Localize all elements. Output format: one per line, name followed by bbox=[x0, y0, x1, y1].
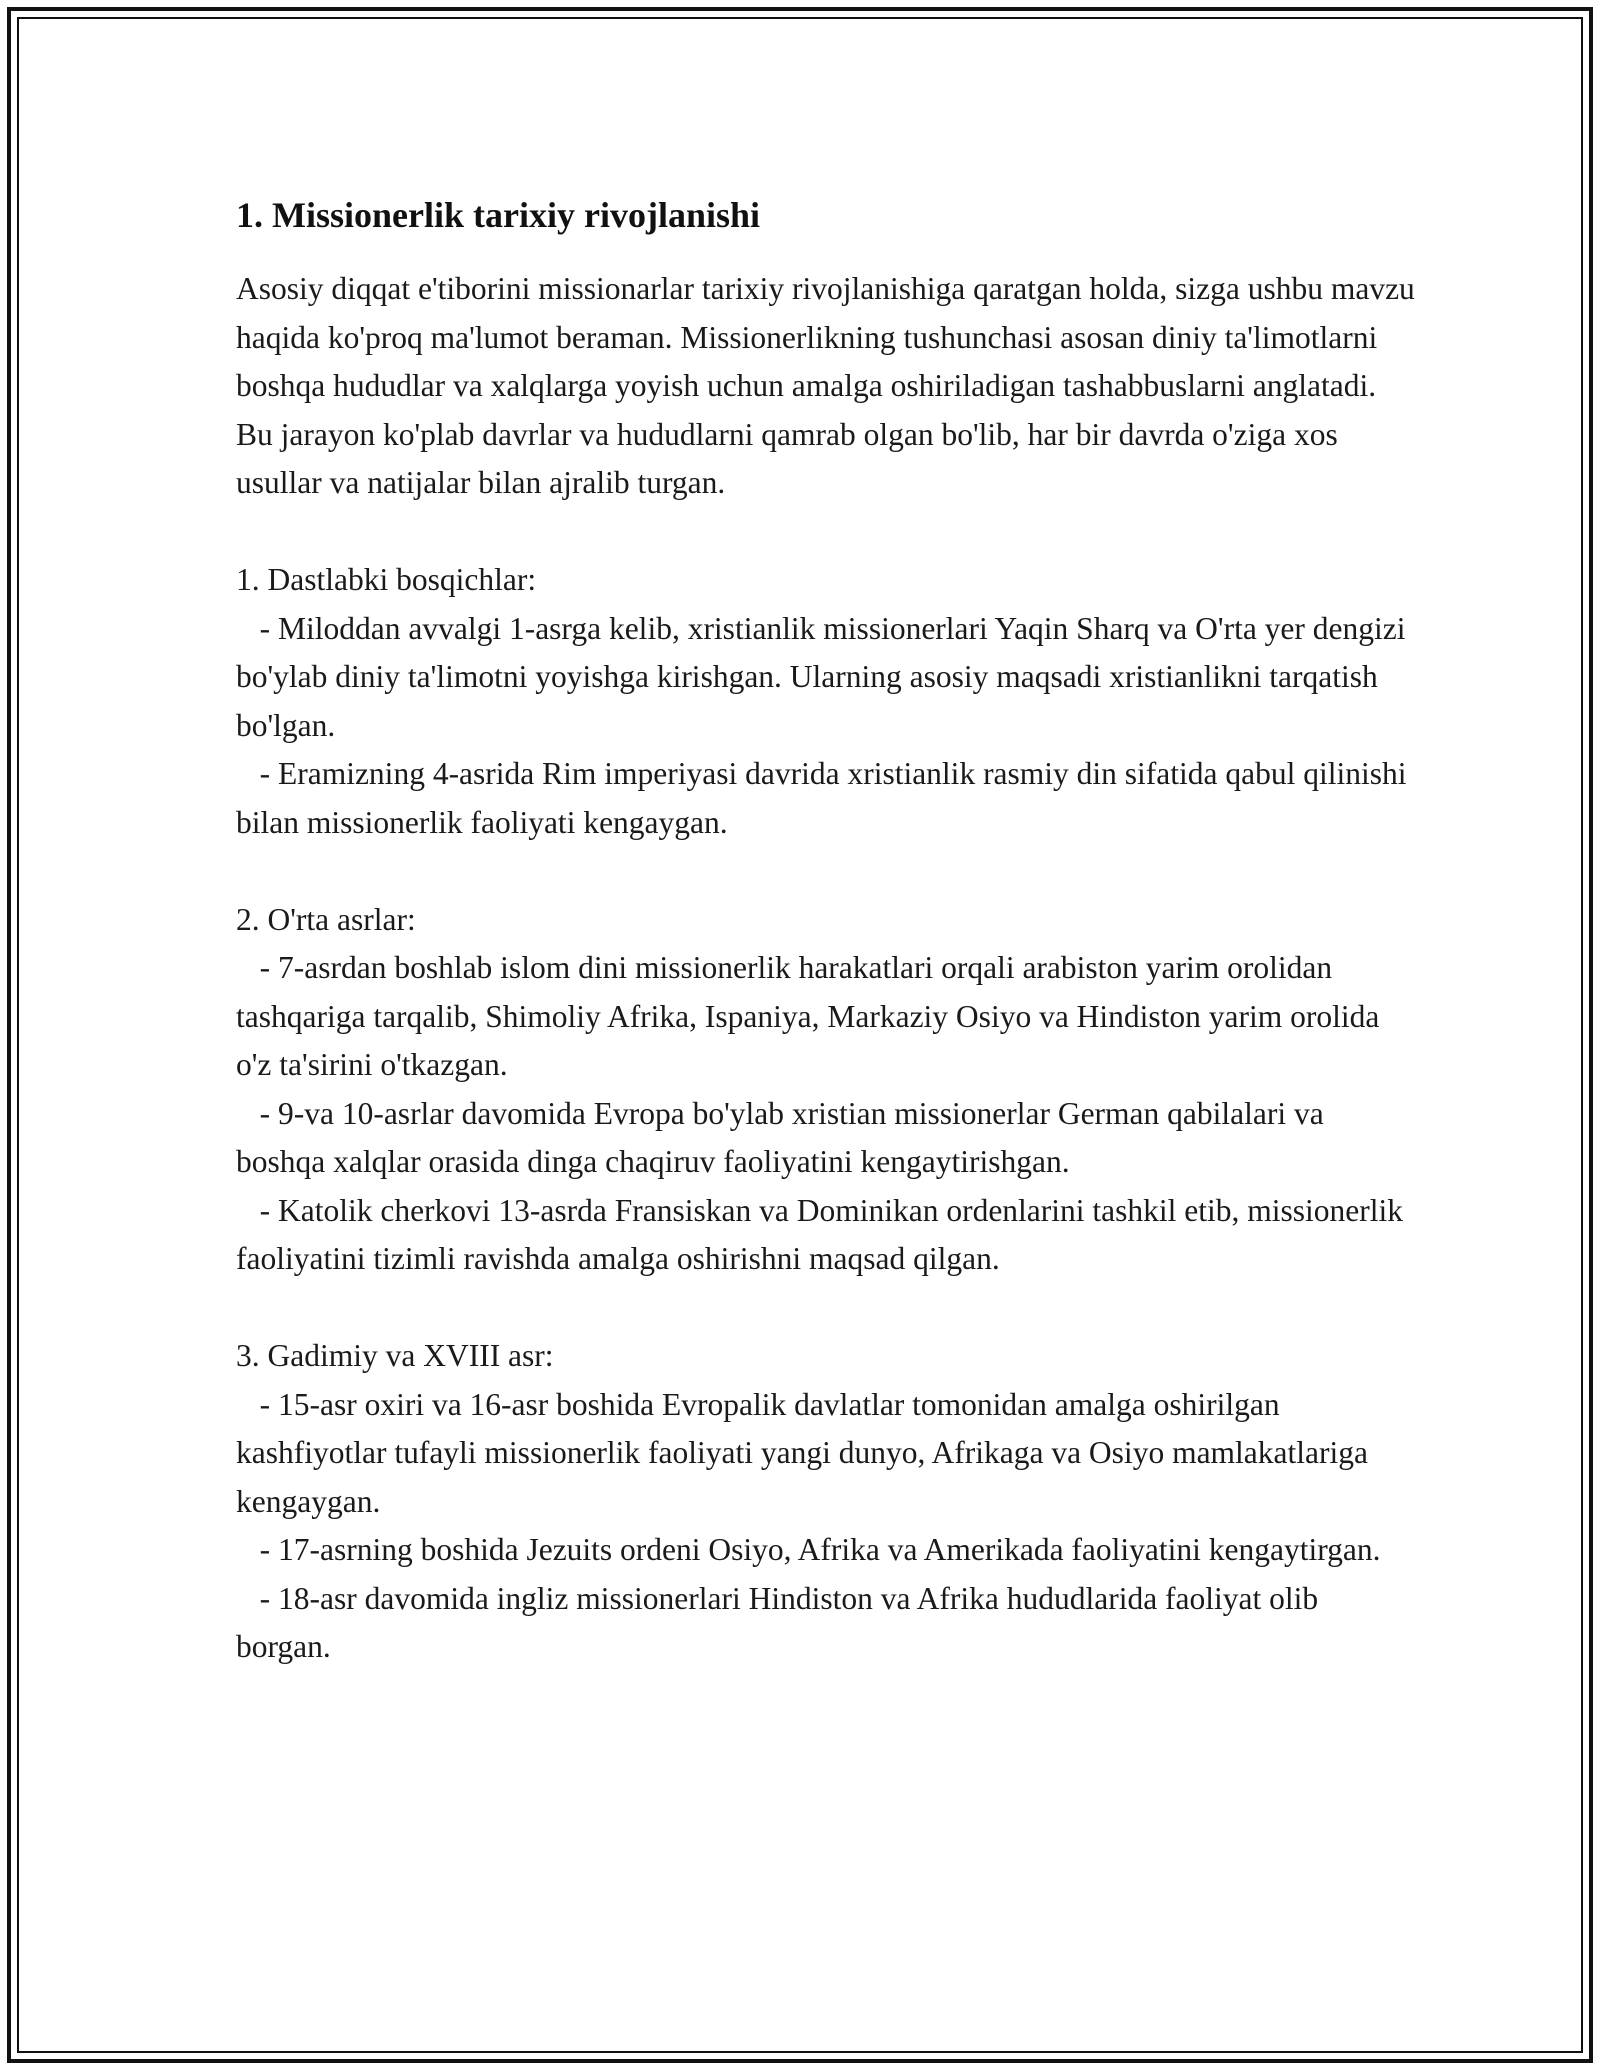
document-heading: 1. Missionerlik tarixiy rivojlanishi bbox=[236, 195, 761, 235]
intro-paragraph: Asosiy diqqat e'tiborini missionarlar tarixiy rivojlanishiga qaratgan holda, sizga ushbu mavzu haqida ko'proq ma'lumot beraman. Missionerlikning tushunchasi asosan diniy ta'limotlarni boshqa hududlar va xalqlarga yoyish uchun amalga oshiriladigan tashabbuslarni anglatadi. Bu jarayon ko'plab davrlar va hududlarni qamrab olgan bo'lib, har bir davrda o'ziga xos usullar va natijalar bilan ajralib turgan. bbox=[236, 271, 1423, 500]
section-3 bbox=[236, 1332, 1416, 1672]
list-item: - Miloddan avvalgi 1-asrga kelib, xristianlik missionerlari Yaqin Sharq va O'rta yer dengizi bo'ylab diniy ta'limotni yoyishga kirishgan. Ularning asosiy maqsadi xristianlikni tarqatish bo'lgan. bbox=[236, 610, 1414, 743]
list-item: - 15-asr oxiri va 16-asr boshida Evropalik davlatlar tomonidan amalga oshirilgan kashfiyotlar tufayli missionerlik faoliyati yangi dunyo, Afrikaga va Osiyo mamlakatlariga kengaygan. bbox=[236, 1386, 1376, 1519]
list-item: - Katolik cherkovi 13-asrda Fransiskan va Dominikan ordenlarini tashkil etib, missionerlik faoliyatini tizimli ravishda amalga oshirishni maqsad qilgan. bbox=[236, 1192, 1411, 1276]
list-item: - 18-asr davomida ingliz missionerlari Hindiston va Afrika hududlarida faoliyat olib borgan. bbox=[236, 1580, 1327, 1664]
section-2 bbox=[236, 896, 1416, 1284]
list-item: - 9-va 10-asrlar davomida Evropa bo'ylab xristian missionerlar German qabilalari va boshqa xalqlar orasida dinga chaqiruv faoliyatini kengaytirishgan. bbox=[236, 1095, 1332, 1179]
list-item: - 7-asrdan boshlab islom dini missionerlik harakatlari orqali arabiston yarim orolidan tashqariga tarqalib, Shimoliy Afrika, Ispaniya, Markaziy Osiyo va Hindiston yarim orolida o'z ta'sirini o'tkazgan. bbox=[236, 950, 1388, 1082]
section-title: 3. Gadimiy va XVIII asr: bbox=[236, 1338, 554, 1373]
list-item: - Eramizning 4-asrida Rim imperiyasi davrida xristianlik rasmiy din sifatida qabul qilinishi bilan missionerlik faoliyati kengaygan. bbox=[236, 756, 1415, 840]
spacer bbox=[236, 508, 1416, 557]
section-1 bbox=[236, 556, 1416, 847]
section-title: 1. Dastlabki bosqichlar: bbox=[236, 562, 537, 597]
section-title: 2. O'rta asrlar: bbox=[236, 901, 416, 937]
document-body bbox=[236, 192, 1423, 1672]
spacer bbox=[236, 847, 1416, 896]
spacer bbox=[236, 1284, 1416, 1333]
list-item: - 17-asrning boshida Jezuits ordeni Osiyo, Afrika va Amerikada faoliyatini kengaytirgan. bbox=[236, 1532, 1381, 1567]
